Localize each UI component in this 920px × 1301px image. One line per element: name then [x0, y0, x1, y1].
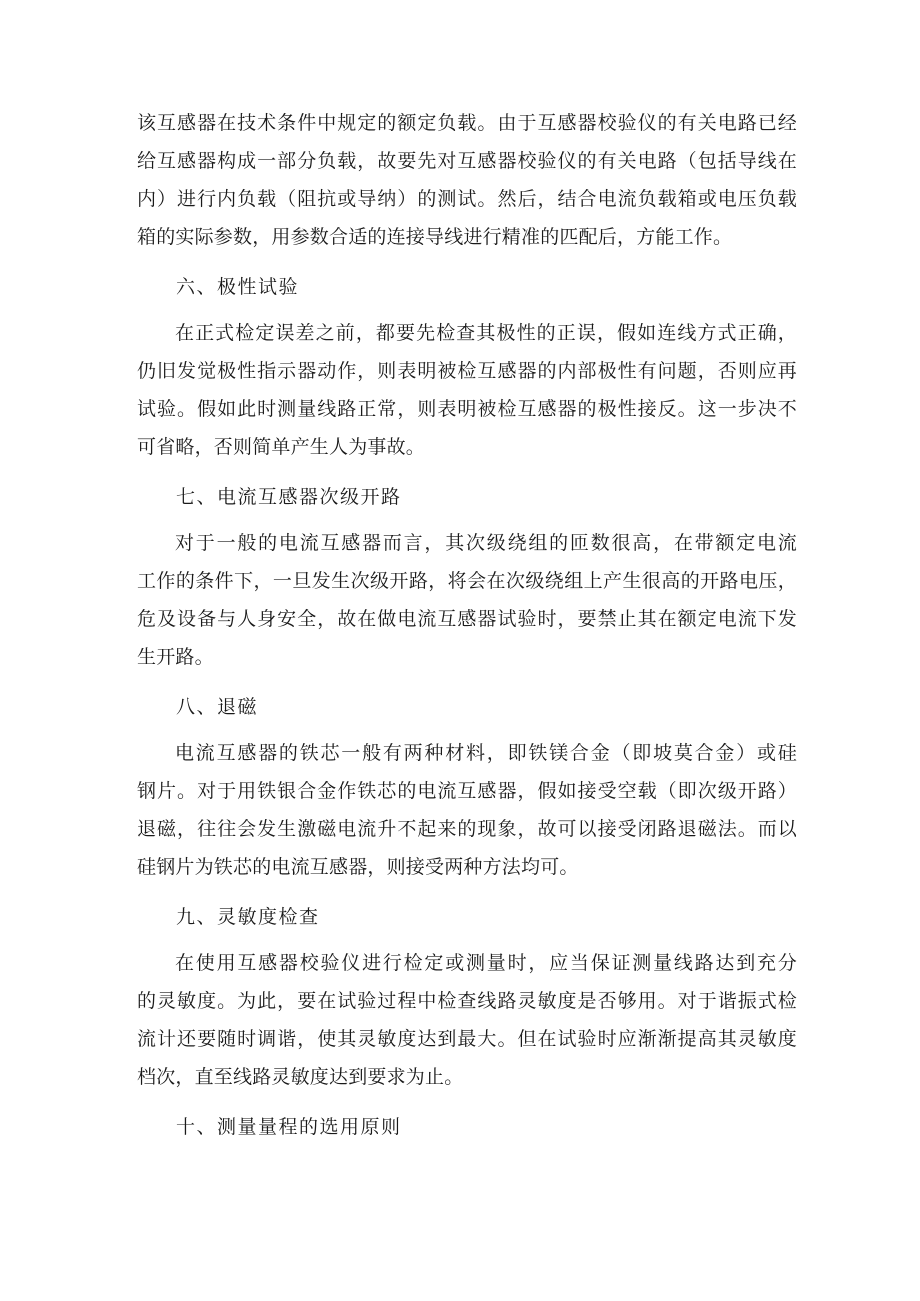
- section-heading-demagnetization: 八、退磁: [176, 696, 259, 718]
- text-line: 的灵敏度。为此，要在试验过程中检查线路灵敏度是否够用。对于谐振式检: [137, 990, 797, 1012]
- text-line: 仍旧发觉极性指示器动作，则表明被检互感器的内部极性有问题，否则应再: [137, 360, 797, 382]
- paragraph-ct-open-secondary: [137, 524, 797, 676]
- text-line: 给互感器构成一部分负载，故要先对互感器校验仪的有关电路（包括导线在: [137, 150, 797, 172]
- paragraph-demagnetization: [137, 734, 797, 886]
- text-line: 工作的条件下，一旦发生次级开路，将会在次级绕组上产生很高的开路电压，: [137, 570, 797, 592]
- paragraph-polarity-test: [137, 314, 797, 466]
- text-line: 流计还要随时调谐，使其灵敏度达到最大。但在试验时应渐渐提高其灵敏度: [137, 1028, 797, 1050]
- text-line: 硅钢片为铁芯的电流互感器，则接受两种方法均可。: [137, 856, 579, 878]
- section-heading-sensitivity-check: 九、灵敏度检查: [176, 906, 320, 928]
- text-line: 内）进行内负载（阻抗或导纳）的测试。然后，结合电流负载箱或电压负载: [137, 188, 797, 210]
- text-line: 在正式检定误差之前，都要先检查其极性的正误，假如连线方式正确，: [175, 322, 797, 344]
- paragraph-load: [137, 104, 797, 256]
- text-line: 对于一般的电流互感器而言，其次级绕组的匝数很高，在带额定电流: [175, 532, 797, 554]
- section-heading-range-selection: 十、测量量程的选用原则: [176, 1116, 402, 1138]
- text-line: 档次，直至线路灵敏度达到要求为止。: [137, 1066, 464, 1088]
- section-heading-polarity-test: 六、极性试验: [176, 276, 300, 298]
- text-line: 电流互感器的铁芯一般有两种材料，即铁镁合金（即坡莫合金）或硅: [175, 742, 797, 764]
- text-line: 在使用互感器校验仪进行检定或测量时，应当保证测量线路达到充分: [175, 952, 797, 974]
- section-heading-ct-open-secondary: 七、电流互感器次级开路: [176, 486, 402, 508]
- text-line: 该互感器在技术条件中规定的额定负载。由于互感器校验仪的有关电路已经: [137, 112, 797, 134]
- text-line: 生开路。: [137, 646, 214, 668]
- text-line: 退磁，往往会发生激磁电流升不起来的现象，故可以接受闭路退磁法。而以: [137, 818, 797, 840]
- text-line: 可省略，否则简单产生人为事故。: [137, 436, 426, 458]
- text-line: 箱的实际参数，用参数合适的连接导线进行精准的匹配后，方能工作。: [137, 226, 733, 248]
- text-line: 钢片。对于用铁银合金作铁芯的电流互感器，假如接受空载（即次级开路）: [137, 780, 797, 802]
- text-line: 试验。假如此时测量线路正常，则表明被检互感器的极性接反。这一步决不: [137, 398, 797, 420]
- text-line: 危及设备与人身安全，故在做电流互感器试验时，要禁止其在额定电流下发: [137, 608, 797, 630]
- paragraph-sensitivity-check: [137, 944, 797, 1096]
